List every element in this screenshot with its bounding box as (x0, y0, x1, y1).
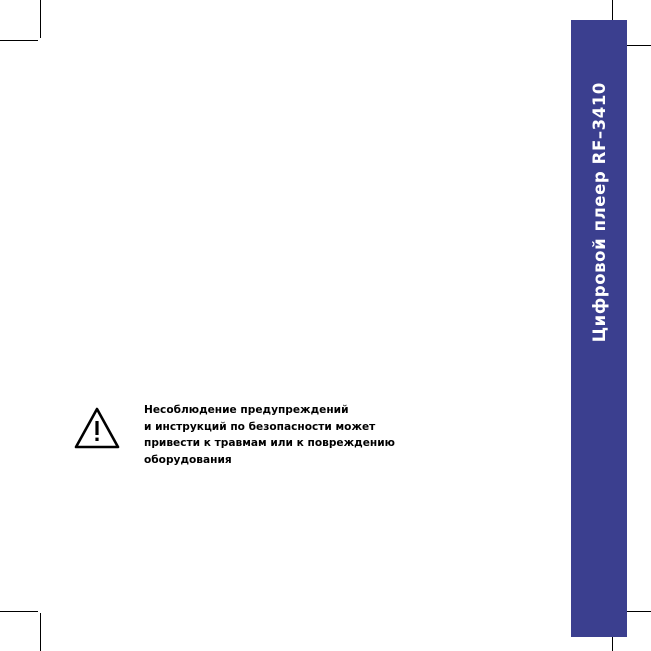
crop-mark-top-left-vertical (40, 0, 41, 38)
warning-triangle-icon (74, 406, 120, 450)
product-title (571, 20, 627, 637)
crop-mark-bottom-left-horizontal (0, 611, 38, 612)
safety-warning-block (74, 402, 395, 469)
safety-warning-line-3: привести к травмам или к повреждению (144, 437, 395, 450)
safety-warning-text (144, 402, 395, 469)
safety-warning-line-2: и инструкций по безопасности может (144, 420, 376, 433)
crop-mark-bottom-left-vertical (40, 613, 41, 651)
crop-mark-top-left-horizontal (0, 40, 38, 41)
safety-warning-line-4: оборудования (144, 454, 232, 467)
safety-warning-line-1: Несоблюдение предупреждений (144, 404, 349, 416)
product-title-text: Цифровой плеер RF–3410 (589, 82, 609, 343)
